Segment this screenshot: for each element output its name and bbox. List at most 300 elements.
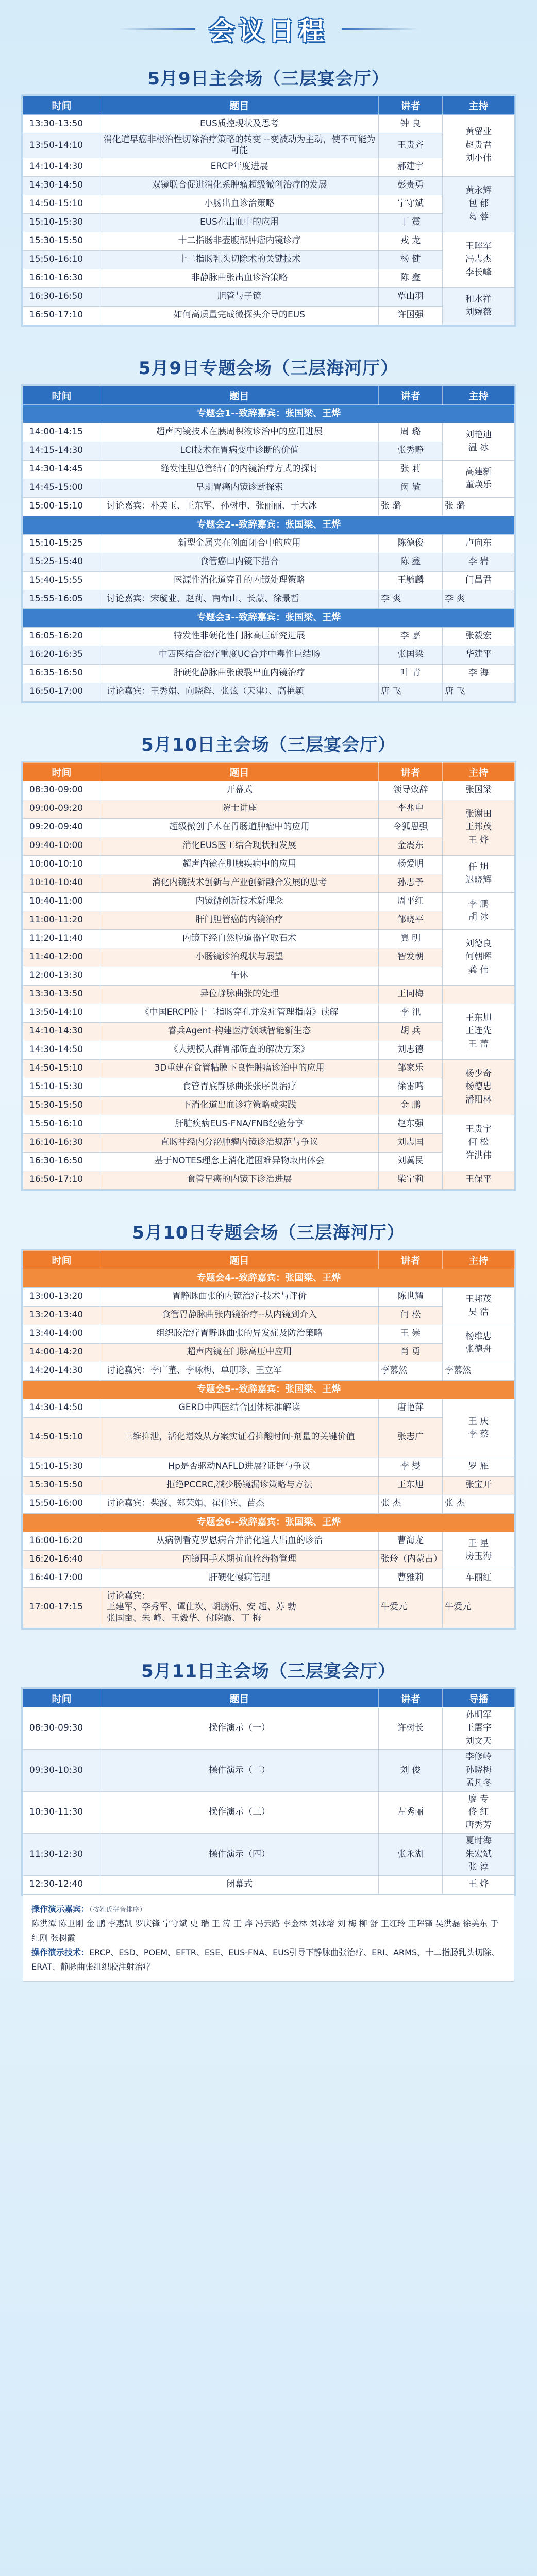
topic-cell: 肝门胆管癌的内镜治疗: [100, 911, 379, 929]
table-row: [23, 1152, 515, 1171]
section-gap: [0, 1628, 537, 1651]
session-row: [23, 1380, 515, 1399]
speaker-cell: 翼 明: [379, 929, 443, 948]
time-cell: 16:35-16:50: [23, 664, 100, 683]
guide-cell: 李修岭 孙晓梅 孟凡冬: [443, 1750, 515, 1792]
speaker-cell: 刘思德: [379, 1041, 443, 1059]
schedule-section: [23, 348, 514, 702]
speaker-cell: 郝建宇: [379, 158, 443, 176]
section-gap: [0, 702, 537, 724]
time-cell: 17:00-17:15: [23, 1587, 100, 1628]
topic-cell: 从病例看克罗恩病合并消化道大出血的诊治: [100, 1532, 379, 1550]
table-row: [23, 442, 515, 460]
host-cell: 门昌君: [443, 571, 515, 590]
speaker-cell: 唐 飞: [379, 683, 443, 701]
column-header-topic: 题目: [100, 1689, 379, 1707]
speaker-cell: 周 璐: [379, 423, 443, 442]
time-cell: 15:50-16:10: [23, 1115, 100, 1133]
table-row: [23, 1569, 515, 1587]
topic-cell: 操作演示（一）: [100, 1707, 379, 1750]
guide-cell: 夏时海 朱宏斌 张 淳: [443, 1834, 515, 1876]
topic-cell: 小肠镜诊治现状与展望: [100, 948, 379, 967]
speaker-cell: 金 鹏: [379, 1096, 443, 1115]
table-row: [23, 1343, 515, 1362]
table-row: [23, 1041, 515, 1059]
schedule-table: [23, 762, 515, 1190]
time-cell: 16:20-16:40: [23, 1550, 100, 1569]
topic-cell: 三维抑泄，活化增效从方案实证看抑酸时间-剂量的关键价值: [100, 1417, 379, 1458]
speaker-cell: 柴宁莉: [379, 1171, 443, 1189]
topic-cell: 双镜联合促进消化系肿瘤超级微创治疗的发展: [100, 176, 379, 195]
table-row: [23, 1004, 515, 1022]
host-cell: 王晖军 冯志杰 李长峰: [443, 232, 515, 287]
speaker-cell: 覃山羽: [379, 287, 443, 306]
time-cell: 14:20-14:30: [23, 1362, 100, 1380]
column-header-topic: 题目: [100, 96, 379, 115]
table-row: [23, 195, 515, 213]
speaker-cell: 李 嘉: [379, 627, 443, 646]
time-cell: 14:00-14:15: [23, 423, 100, 442]
section-heading: 5月9日主会场（三层宴会厅）: [147, 68, 390, 89]
speaker-cell: 左秀丽: [379, 1791, 443, 1834]
table-row: [23, 287, 515, 306]
time-cell: 16:05-16:20: [23, 627, 100, 646]
table-row: [23, 1059, 515, 1078]
table-row: [23, 818, 515, 837]
session-title: 专题会1--致辞嘉宾：张国梁、王烨: [23, 404, 515, 423]
session-row: [23, 1269, 515, 1287]
host-cell: 王贵宇 何 松 许洪伟: [443, 1115, 515, 1171]
table-header-row: [23, 1689, 515, 1707]
speaker-cell: 张玲（内蒙古）: [379, 1550, 443, 1569]
host-cell: 王邦茂 吴 浩: [443, 1287, 515, 1325]
table-row: [23, 250, 515, 269]
host-cell: 王东旭 王连先 王 蕾: [443, 1004, 515, 1059]
table-row: [23, 553, 515, 571]
time-cell: 16:50-17:00: [23, 683, 100, 701]
section-heading: 5月9日专题会场（三层海河厅）: [138, 358, 399, 379]
session-title: 专题会4--致辞嘉宾：张国梁、王烨: [23, 1269, 515, 1287]
speaker-cell: 牛爱元: [379, 1587, 443, 1628]
demo-tech-title: 操作演示技术：: [31, 1947, 90, 1957]
demo-guests-names: 陈洪潭 陈卫刚 金 鹏 李惠凯 罗庆锋 宁守斌 史 瑞 王 涛 王 烨 冯云路 李金林 刘冰熔 刘 梅 柳 舒 王红玲 王晖锋 吴洪磊 徐美东 于红刚 张树霞: [31, 1918, 499, 1943]
demo-tech-list: ERCP、ESD、POEM、EFTR、ESE、EUS-FNA、EUS引导下静脉曲张治疗、ERI、ARMS、十二指肠乳头切除、ERAT、静脉曲张组织胶注射治疗: [31, 1947, 500, 1972]
column-header-time: 时间: [23, 96, 100, 115]
speaker-cell: 智发朝: [379, 948, 443, 967]
column-header-topic: 题目: [100, 386, 379, 404]
time-cell: 14:50-15:10: [23, 195, 100, 213]
discussion-row: [23, 590, 515, 608]
topic-cell: 讨论嘉宾：宋璇业、赵莉、南寿山、长蒙、徐景哲: [100, 590, 379, 608]
time-cell: 13:30-13:50: [23, 985, 100, 1004]
topic-cell: 操作演示（二）: [100, 1750, 379, 1792]
speaker-cell: 闵 敏: [379, 479, 443, 497]
time-cell: 14:15-14:30: [23, 442, 100, 460]
topic-cell: 开幕式: [100, 781, 379, 800]
time-cell: 15:25-15:40: [23, 553, 100, 571]
table-row: [23, 1875, 515, 1894]
host-cell: 唐 飞: [443, 683, 515, 701]
topic-cell: 肝硬化慢病管理: [100, 1569, 379, 1587]
speaker-cell: 李兆申: [379, 800, 443, 818]
topic-cell: 超级微创手术在胃肠道肿瘤中的应用: [100, 818, 379, 837]
time-cell: 14:30-14:50: [23, 1041, 100, 1059]
topic-cell: 组织胶治疗胃静脉曲张的异发症及防治策略: [100, 1325, 379, 1343]
host-cell: 刘德良 何朝晖 龚 伟: [443, 929, 515, 985]
discussion-row: [23, 1362, 515, 1380]
table-row: [23, 781, 515, 800]
table-row: [23, 929, 515, 948]
topic-cell: 肝脏疾病EUS-FNA/FNB经验分享: [100, 1115, 379, 1133]
table-row: [23, 115, 515, 133]
table-row: [23, 1115, 515, 1133]
topic-cell: 医源性消化道穿孔的内镜处理策略: [100, 571, 379, 590]
speaker-cell: 叶 青: [379, 664, 443, 683]
table-row: [23, 1096, 515, 1115]
speaker-cell: 张永湖: [379, 1834, 443, 1876]
time-cell: 14:45-15:00: [23, 479, 100, 497]
speaker-cell: 唐艳萍: [379, 1399, 443, 1417]
speaker-cell: 彭贵勇: [379, 176, 443, 195]
time-cell: 15:10-15:30: [23, 1078, 100, 1096]
topic-cell: 讨论嘉宾：李广董、李咏梅、单朋珍、王立军: [100, 1362, 379, 1380]
topic-cell: 缝发性胆总管结石的内镜治疗方式的探讨: [100, 460, 379, 479]
topic-cell: 讨论嘉宾： 王建军、李秀军、谭仕坎、胡鹏娟、安 超、苏 勃 张国亩、朱 峰、王毅华、付晓霞、丁 梅: [100, 1587, 379, 1628]
host-cell: 杨少奇 杨德忠 潘阳林: [443, 1059, 515, 1115]
table-row: [23, 1791, 515, 1834]
table-row: [23, 892, 515, 911]
topic-cell: 异位静脉曲张的处理: [100, 985, 379, 1004]
topic-cell: 闭幕式: [100, 1875, 379, 1894]
table-row: [23, 646, 515, 664]
topic-cell: 早期胃癌内镜诊断探索: [100, 479, 379, 497]
section-heading: 5月10日主会场（三层宴会厅）: [141, 735, 396, 755]
time-cell: 14:30-14:45: [23, 460, 100, 479]
speaker-cell: 邹晓平: [379, 911, 443, 929]
time-cell: 09:30-10:30: [23, 1750, 100, 1792]
speaker-cell: 杨 健: [379, 250, 443, 269]
host-cell: 王 庆 李 蔡: [443, 1399, 515, 1458]
time-cell: 09:40-10:00: [23, 837, 100, 855]
table-row: [23, 627, 515, 646]
host-cell: 卢向东: [443, 534, 515, 553]
table-row: [23, 911, 515, 929]
time-cell: 16:50-17:10: [23, 306, 100, 325]
table-row: [23, 1306, 515, 1325]
topic-cell: 基于NOTES理念上消化道困难异物取出体会: [100, 1152, 379, 1171]
table-row: [23, 664, 515, 683]
column-header-host: 主持: [443, 1250, 515, 1269]
speaker-cell: 张 杰: [379, 1495, 443, 1513]
topic-cell: ERCP年度进展: [100, 158, 379, 176]
column-header-time: 时间: [23, 386, 100, 404]
host-cell: 王保平: [443, 1171, 515, 1189]
session-title: 专题会6--致辞嘉宾：张国梁、王烨: [23, 1513, 515, 1532]
discussion-row: [23, 1587, 515, 1628]
topic-cell: 院士讲座: [100, 800, 379, 818]
topic-cell: 《大规模人群胃部筛查的解决方案》: [100, 1041, 379, 1059]
time-cell: 14:10-14:30: [23, 158, 100, 176]
guide-cell: 王 烨: [443, 1875, 515, 1894]
column-header-speaker: 讲者: [379, 386, 443, 404]
host-cell: 高建新 董焕乐: [443, 460, 515, 497]
table-row: [23, 1325, 515, 1343]
speaker-cell: 赵东强: [379, 1115, 443, 1133]
speaker-cell: 曹雅莉: [379, 1569, 443, 1587]
host-cell: 刘艳迪 温 冰: [443, 423, 515, 460]
speaker-cell: 肖 勇: [379, 1343, 443, 1362]
table-row: [23, 534, 515, 553]
table-row: [23, 1078, 515, 1096]
host-cell: 车丽红: [443, 1569, 515, 1587]
schedule-sections: [0, 58, 537, 2005]
host-cell: 黄留业 赵贵君 刘小伟: [443, 115, 515, 177]
time-cell: 14:50-15:10: [23, 1059, 100, 1078]
topic-cell: 肝硬化静脉曲张破裂出血内镜治疗: [100, 664, 379, 683]
table-header-row: [23, 1250, 515, 1269]
speaker-cell: 王东旭: [379, 1476, 443, 1495]
speaker-cell: [379, 1875, 443, 1894]
speaker-cell: 胡 兵: [379, 1022, 443, 1041]
time-cell: 14:50-15:10: [23, 1417, 100, 1458]
table-row: [23, 1022, 515, 1041]
speaker-cell: 王贵齐: [379, 133, 443, 158]
time-cell: 15:30-15:50: [23, 1476, 100, 1495]
host-cell: 张毅宏: [443, 627, 515, 646]
host-cell: 王 星 房玉海: [443, 1532, 515, 1569]
discussion-row: [23, 683, 515, 701]
topic-cell: 消化EUS医工结合现状和发展: [100, 837, 379, 855]
column-header-speaker: 讲者: [379, 1250, 443, 1269]
table-row: [23, 985, 515, 1004]
time-cell: 16:40-17:00: [23, 1569, 100, 1587]
topic-cell: 直肠神经内分泌肿瘤内镜诊治规范与争议: [100, 1133, 379, 1152]
host-cell: 黄永辉 包 郁 葛 蓉: [443, 176, 515, 232]
time-cell: 14:00-14:20: [23, 1343, 100, 1362]
table-header-row: [23, 96, 515, 115]
host-cell: 牛爱元: [443, 1587, 515, 1628]
table-row: [23, 176, 515, 195]
session-title: 专题会5--致辞嘉宾：张国梁、王烨: [23, 1380, 515, 1399]
schedule-table: [23, 386, 515, 702]
topic-cell: 内镜下经自然腔道器官取石术: [100, 929, 379, 948]
table-row: [23, 837, 515, 855]
speaker-cell: 钟 良: [379, 115, 443, 133]
table-row: [23, 158, 515, 176]
time-cell: 14:30-14:50: [23, 1399, 100, 1417]
table-row: [23, 213, 515, 232]
time-cell: 08:30-09:00: [23, 781, 100, 800]
speaker-cell: 张 璐: [379, 497, 443, 516]
topic-cell: GERD中西医结合团体标准解读: [100, 1399, 379, 1417]
time-cell: 13:20-13:40: [23, 1306, 100, 1325]
topic-cell: 食管癌口内镜下措合: [100, 553, 379, 571]
topic-cell: 内镜微创新技术新理念: [100, 892, 379, 911]
time-cell: 11:20-11:40: [23, 929, 100, 948]
speaker-cell: 李 爽: [379, 590, 443, 608]
topic-cell: 小肠出血诊治策略: [100, 195, 379, 213]
table-row: [23, 1171, 515, 1189]
table-row: [23, 423, 515, 442]
session-row: [23, 404, 515, 423]
table-row: [23, 1399, 515, 1417]
topic-cell: 特发性非硬化性门脉高压研究进展: [100, 627, 379, 646]
table-row: [23, 1476, 515, 1495]
title-divider-left: [118, 28, 195, 30]
speaker-cell: 陈德俊: [379, 534, 443, 553]
topic-cell: 食管胃静脉曲张内镜治疗--从内镜到介入: [100, 1306, 379, 1325]
section-gap: [0, 1982, 537, 2005]
time-cell: 13:40-14:00: [23, 1325, 100, 1343]
time-cell: 13:50-14:10: [23, 1004, 100, 1022]
table-row: [23, 1133, 515, 1152]
demo-tech-line: [31, 1945, 506, 1974]
topic-cell: 睿兵Agent-构建医疗领域智能新生态: [100, 1022, 379, 1041]
topic-cell: 十二指肠非壶腹部肿瘤内镜诊疗: [100, 232, 379, 250]
topic-cell: 食管早癌的内镜下诊治进展: [100, 1171, 379, 1189]
session-row: [23, 516, 515, 534]
speaker-cell: [379, 967, 443, 985]
topic-cell: EUS在出血中的应用: [100, 213, 379, 232]
time-cell: 16:10-16:30: [23, 1133, 100, 1152]
time-cell: 15:10-15:30: [23, 213, 100, 232]
page-title: 会议日程: [209, 16, 328, 46]
host-cell: 和水祥 刘婉薇: [443, 287, 515, 325]
section-heading: 5月10日专题会场（三层海河厅）: [132, 1223, 405, 1243]
title-banner: [0, 0, 537, 58]
column-header-host: 主持: [443, 96, 515, 115]
column-header-time: 时间: [23, 762, 100, 781]
section-gap: [0, 1190, 537, 1212]
speaker-cell: 张志广: [379, 1417, 443, 1458]
table-row: [23, 948, 515, 967]
table-row: [23, 855, 515, 874]
section-heading: 5月11日主会场（三层宴会厅）: [141, 1661, 396, 1682]
time-cell: 13:50-14:10: [23, 133, 100, 158]
table-row: [23, 460, 515, 479]
topic-cell: EUS质控现状及思考: [100, 115, 379, 133]
demo-guests-title: 操作演示嘉宾：: [31, 1904, 90, 1914]
time-cell: 12:30-12:40: [23, 1875, 100, 1894]
time-cell: 11:40-12:00: [23, 948, 100, 967]
speaker-cell: 许国强: [379, 306, 443, 325]
speaker-cell: 金震东: [379, 837, 443, 855]
table-row: [23, 571, 515, 590]
speaker-cell: 李 燮: [379, 1458, 443, 1476]
speaker-cell: 王毓麟: [379, 571, 443, 590]
speaker-cell: 刘冀民: [379, 1152, 443, 1171]
time-cell: 15:50-16:00: [23, 1495, 100, 1513]
speaker-cell: 张国梁: [379, 646, 443, 664]
session-title: 专题会2--致辞嘉宾：张国梁、王烨: [23, 516, 515, 534]
host-cell: 李 岩: [443, 553, 515, 571]
time-cell: 15:50-16:10: [23, 250, 100, 269]
table-header-row: [23, 386, 515, 404]
speaker-cell: 徐雷鸣: [379, 1078, 443, 1096]
host-cell: 李 海: [443, 664, 515, 683]
time-cell: 08:30-09:30: [23, 1707, 100, 1750]
topic-cell: 食管胃底静脉曲张张序贯治疗: [100, 1078, 379, 1096]
speaker-cell: 许树长: [379, 1707, 443, 1750]
host-cell: 李 爽: [443, 590, 515, 608]
host-cell: 张谢田 王邦茂 王 烨: [443, 800, 515, 855]
table-row: [23, 1458, 515, 1476]
speaker-cell: 陈世耀: [379, 1287, 443, 1306]
host-cell: 杨维忠 张德舟: [443, 1325, 515, 1362]
title-divider-right: [342, 28, 419, 30]
host-cell: 张 杰: [443, 1495, 515, 1513]
topic-cell: 超声内镜在门脉高压中应用: [100, 1343, 379, 1362]
speaker-cell: 张 莉: [379, 460, 443, 479]
host-cell: 张宝开: [443, 1476, 515, 1495]
guide-cell: 孙明军 王震宇 刘文天: [443, 1707, 515, 1750]
host-cell: 张 璐: [443, 497, 515, 516]
time-cell: 16:20-16:35: [23, 646, 100, 664]
table-header-row: [23, 762, 515, 781]
speaker-cell: 令狐恩强: [379, 818, 443, 837]
time-cell: 15:55-16:05: [23, 590, 100, 608]
time-cell: 14:30-14:50: [23, 176, 100, 195]
demo-guests-note: （按姓氏拼音排序）: [89, 1906, 146, 1914]
table-row: [23, 1707, 515, 1750]
topic-cell: 新型金属夹在创面闭合中的应用: [100, 534, 379, 553]
time-cell: 14:10-14:30: [23, 1022, 100, 1041]
speaker-cell: 陈 鑫: [379, 269, 443, 287]
topic-cell: 胃静脉曲张的内镜治疗-技术与评价: [100, 1287, 379, 1306]
speaker-cell: 李慕然: [379, 1362, 443, 1380]
table-row: [23, 1417, 515, 1458]
speaker-cell: 邹家乐: [379, 1059, 443, 1078]
column-header-speaker: 讲者: [379, 96, 443, 115]
time-cell: 12:00-13:30: [23, 967, 100, 985]
table-row: [23, 1532, 515, 1550]
column-header-speaker: 讲者: [379, 1689, 443, 1707]
time-cell: 15:10-15:30: [23, 1458, 100, 1476]
schedule-section: [23, 1212, 514, 1628]
table-row: [23, 967, 515, 985]
column-header-guide: 导播: [443, 1689, 515, 1707]
table-row: [23, 1287, 515, 1306]
time-cell: 16:30-16:50: [23, 287, 100, 306]
guide-cell: 廖 专 佟 红 唐秀芳: [443, 1791, 515, 1834]
speaker-cell: 刘志国: [379, 1133, 443, 1152]
topic-cell: LCI技术在胃病变中诊断的价值: [100, 442, 379, 460]
table-row: [23, 1550, 515, 1569]
table-row: [23, 479, 515, 497]
speaker-cell: 杨爱明: [379, 855, 443, 874]
table-row: [23, 306, 515, 325]
time-cell: 10:00-10:10: [23, 855, 100, 874]
topic-cell: 十二指肠乳头切除术的关键技术: [100, 250, 379, 269]
session-row: [23, 1513, 515, 1532]
topic-cell: 操作演示（三）: [100, 1791, 379, 1834]
speaker-cell: 张秀静: [379, 442, 443, 460]
topic-cell: 3D重建在食管粘膜下良性肿瘤诊治中的应用: [100, 1059, 379, 1078]
speaker-cell: 何 松: [379, 1306, 443, 1325]
topic-cell: Hp是否驱动NAFLD进展?证据与争议: [100, 1458, 379, 1476]
table-row: [23, 1834, 515, 1876]
speaker-cell: 王 崇: [379, 1325, 443, 1343]
speaker-cell: 周平红: [379, 892, 443, 911]
speaker-cell: 陈 鑫: [379, 553, 443, 571]
session-row: [23, 608, 515, 627]
schedule-section: [23, 58, 514, 325]
time-cell: 15:30-15:50: [23, 232, 100, 250]
schedule-table: [23, 96, 515, 325]
table-row: [23, 232, 515, 250]
column-header-host: 主持: [443, 762, 515, 781]
discussion-row: [23, 497, 515, 516]
